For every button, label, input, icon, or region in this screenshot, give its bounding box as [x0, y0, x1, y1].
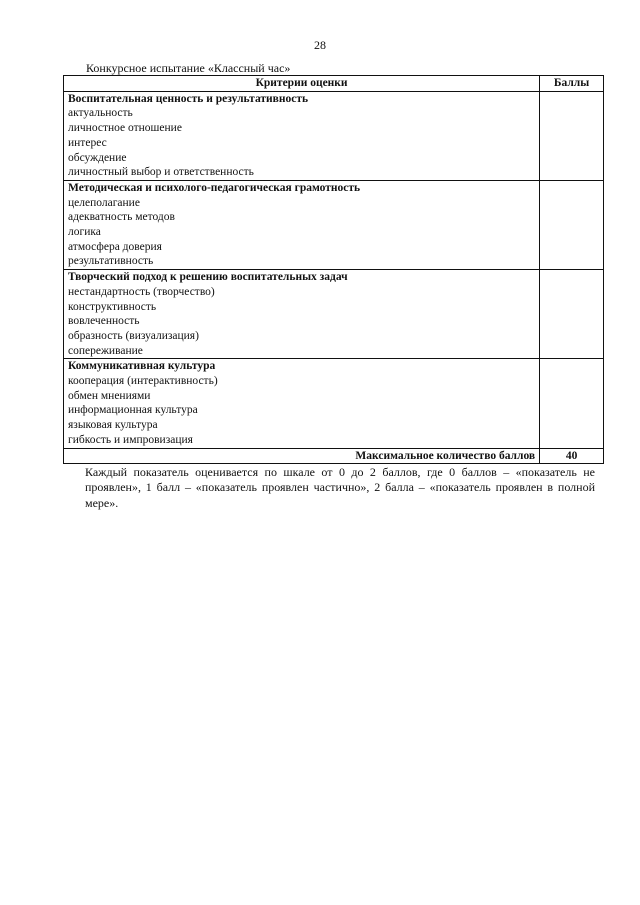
header-score: Баллы — [540, 76, 604, 92]
criterion-item: обмен мнениями — [68, 389, 151, 402]
criterion-item: обсуждение — [68, 151, 127, 164]
criterion-item: интерес — [68, 136, 107, 149]
table-caption: Конкурсное испытание «Классный час» — [86, 61, 291, 75]
group-title: Творческий подход к решению воспитательных задач — [68, 271, 348, 284]
group-title: Коммуникативная культура — [68, 360, 216, 373]
criterion-item: сопереживание — [68, 344, 143, 357]
score-cell — [540, 91, 604, 180]
criterion-item: кооперация (интерактивность) — [68, 375, 218, 388]
criteria-group-row — [64, 180, 604, 269]
group-title: Методическая и психолого-педагогическая грамотность — [68, 181, 361, 194]
criterion-item: целеполагание — [68, 196, 140, 209]
criterion-item: адекватность методов — [68, 211, 175, 224]
criteria-group-cell — [64, 180, 540, 269]
criteria-table — [63, 75, 604, 464]
header-criteria: Критерии оценки — [64, 76, 540, 92]
total-row — [64, 448, 604, 464]
criteria-group-cell — [64, 359, 540, 448]
criterion-item: логика — [68, 226, 101, 239]
criteria-group-cell — [64, 91, 540, 180]
table-header-row — [64, 76, 604, 92]
criterion-item: языковая культура — [68, 419, 158, 432]
criteria-group-row — [64, 270, 604, 359]
total-label: Максимальное количество баллов — [64, 448, 540, 464]
criteria-group-row — [64, 91, 604, 180]
group-title: Воспитательная ценность и результативность — [68, 92, 309, 105]
criterion-item: атмосфера доверия — [68, 240, 162, 253]
criterion-item: конструктивность — [68, 300, 157, 313]
criteria-group-cell — [64, 270, 540, 359]
score-cell — [540, 180, 604, 269]
criterion-item: нестандартность (творчество) — [68, 285, 215, 298]
criterion-item: образность (визуализация) — [68, 329, 199, 342]
score-cell — [540, 270, 604, 359]
criteria-group-row — [64, 359, 604, 448]
scoring-note: Каждый показатель оценивается по шкале от 0 до 2 баллов, где 0 баллов – «показатель не проявлен», 1 балл – «показатель проявлен частично», 2 балла – «показатель проявлен в полной мере». — [85, 465, 595, 510]
page-number: 28 — [314, 38, 326, 52]
criterion-item: вовлеченность — [68, 315, 140, 328]
total-value: 40 — [540, 448, 604, 464]
criterion-item: информационная культура — [68, 404, 198, 417]
criterion-item: гибкость и импровизация — [68, 433, 193, 446]
criterion-item: результативность — [68, 255, 154, 268]
criterion-item: личностное отношение — [68, 122, 182, 135]
criterion-item: актуальность — [68, 107, 133, 120]
score-cell — [540, 359, 604, 448]
criterion-item: личностный выбор и ответственность — [68, 166, 254, 179]
